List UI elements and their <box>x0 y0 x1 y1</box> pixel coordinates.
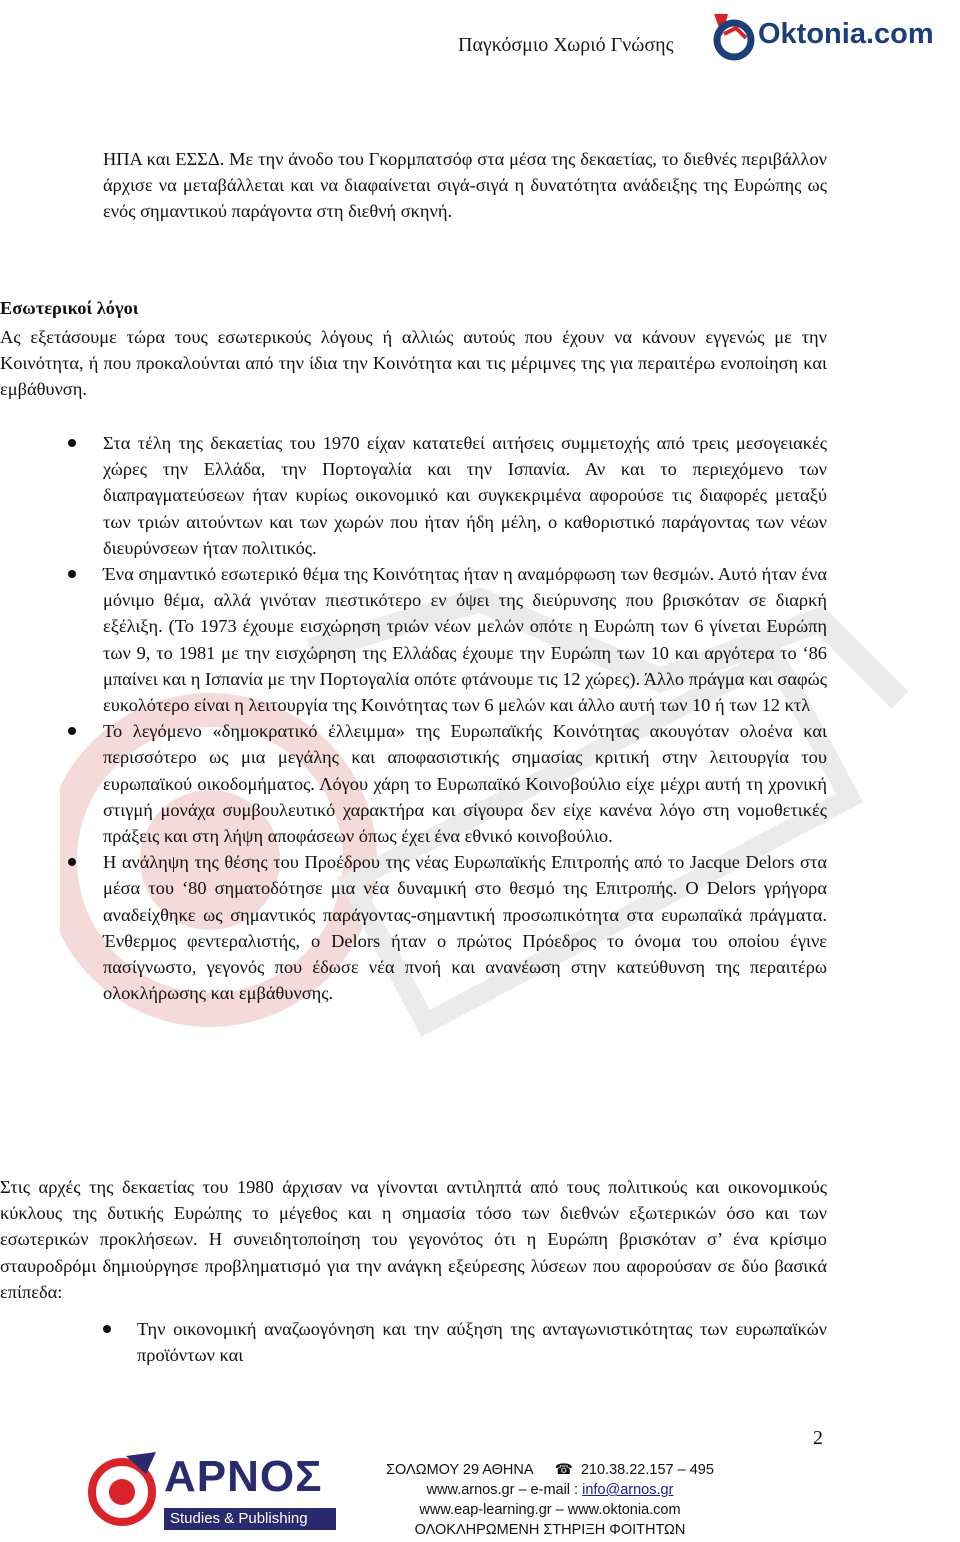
bullet-icon <box>68 570 76 578</box>
address-text: ΣΟΛΩΜΟΥ 29 ΑΘΗΝΑ <box>386 1462 533 1478</box>
paragraph-2: Ας εξετάσουμε τώρα τους εσωτερικούς λόγους ή αλλιώς αυτούς που έχουν να κάνουν εγγενώς με την Κοινότητα, ή που προκαλούνται από την ίδια την Κοινότητα και τις μέριμνες της για περαιτέρω ενοποίηση και εμβάθυνση. <box>0 327 827 400</box>
phone-icon: ☎ <box>554 1462 573 1478</box>
oktonia-brand-text: Oktonia.com <box>758 18 934 50</box>
site-arnos-link[interactable]: www.arnos.gr <box>426 1482 515 1498</box>
list-item-text: Η ανάληψη της θέσης του Προέδρου της νέας Ευρωπαϊκής Επιτροπής από το Jacque Delors στα μέσα του ‘80 σηματοδότησε μια νέα δυναμική στο θεσμό της Επιτροπής. Ο Delors γρήγορα αναδείχθηκε ως σημαντικός παράγοντας-σημαντική προσωπικότητα στα ευρωπαϊκά πράγματα. Ένθερμος φεντεραλιστής, ο Delors ήταν ο πρώτος Πρόεδρος το όνομα του οποίου έγινε πασίγνωστο, γεγονός που έδωσε νέα πνοή και ανανέωση στην κατεύθυνση της περαιτέρω ολοκλήρωσης και εμβάθυνσης. <box>103 852 827 1004</box>
bullet-icon <box>68 858 76 866</box>
arnos-logo-name: ΑΡΝΟΣ <box>164 1452 323 1501</box>
list-item <box>0 561 827 718</box>
arnos-logo-subtitle: Studies & Publishing <box>164 1508 336 1530</box>
bullet-list-internal-reasons <box>0 430 827 1006</box>
list-item <box>0 849 827 1006</box>
list-item <box>0 430 827 561</box>
site-eap-link[interactable]: www.eap-learning.gr <box>419 1502 552 1518</box>
paragraph-1: ΗΠΑ και ΕΣΣΔ. Με την άνοδο του Γκορμπατσόφ στα μέσα της δεκαετίας, το διεθνές περιβάλλον άρχισε να μεταβάλλεται και να διαφαίνεται σιγά-σιγά η δυνατότητα ανάδειξης της Ευρώπης ως ενός σημαντικού παράγοντα στη διεθνή σκηνή. <box>103 149 827 222</box>
bullet-list-levels <box>0 1316 827 1368</box>
list-item-text: Το λεγόμενο «δημοκρατικό έλλειμμα» της Ευρωπαϊκής Κοινότητας ακουγόταν ολοένα και περισσότερο ως μια μεγάλης και αποφασιστικής σημασίας κριτική στην λειτουργία του ευρωπαϊκού οικοδομήματος. Λόγου χάρη το Ευρωπαϊκό Κοινοβούλιο είχε μέχρι αυτή τη χρονική στιγμή μονάχα συμβουλευτικό χαρακτήρα και σίγουρα δεν είχε κανένα λόγο στη νομοθετικές πράξεις και στη λήψη αποφάσεων όπως έχει ένα εθνικό κοινοβούλιο. <box>103 721 827 847</box>
contact-line-2: www.arnos.gr – e-mail : info@arnos.gr <box>426 1482 674 1498</box>
list-item <box>0 1316 827 1368</box>
arnos-logo <box>86 1448 338 1534</box>
email-link[interactable]: info@arnos.gr <box>582 1482 674 1498</box>
list-item-text: Ένα σημαντικό εσωτερικό θέμα της Κοινότητας ήταν η αναμόρφωση των θεσμών. Αυτό ήταν ένα μόνιμο θέμα, αλλά γινόταν πιεστικότερο εν όψει της διεύρυνσης που βρισκόταν σε διαρκή εξέλιξη. (Το 1973 έχουμε εισχώρηση τριών νέων μελών οπότε η Ευρώπη των 6 γίνεται Ευρώπη των 9, το 1981 με την εισχώρηση της Ελλάδας έχουμε την Ευρώπη των 10 και αργότερα το ‘86 μπαίνει και η Ισπανία με την Πορτογαλία οπότε φτάνουμε τις 12 χώρες). Άλλο πράγμα και σαφώς ευκολότερο είναι η λειτουργία της Κοινότητας των 6 μελών και άλλο αυτή των 10 ή των 12 κτλ <box>103 564 827 716</box>
site-oktonia-link[interactable]: www.oktonia.com <box>567 1502 681 1518</box>
email-label: e-mail : <box>530 1482 579 1498</box>
contact-block <box>380 1460 720 1540</box>
arnos-emblem-icon <box>86 1448 162 1532</box>
list-item-text: Στα τέλη της δεκαετίας του 1970 είχαν κατατεθεί αιτήσεις συμμετοχής από τρεις μεσογειακές χώρες την Ελλάδα, την Πορτογαλία και την Ισπανία. Αν και το περιεχόμενο των διαπραγματεύσεων ήταν κυρίως οικονομικό και συγκεκριμένα αφορούσε τις διαφορές μεταξύ των τριών αιτούντων και των χωρών που ήταν ήδη μέλη, ο καθοριστικό παράγοντας των νέων διευρύνσεων ήταν πολιτικός. <box>103 433 827 558</box>
bullet-icon <box>68 439 76 447</box>
phone-text: 210.38.22.157 – 495 <box>580 1462 714 1478</box>
list-item-text: Την οικονομική αναζωογόνηση και την αύξηση της ανταγωνιστικότητας των ευρωπαϊκών προϊόντων και <box>137 1319 827 1366</box>
contact-line-3: www.eap-learning.gr – www.oktonia.com <box>419 1502 681 1518</box>
paragraph-3: Στις αρχές της δεκαετίας του 1980 άρχισαν να γίνονται αντιληπτά από τους πολιτικούς και οικονομικούς κύκλους της δυτικής Ευρώπης το μέγεθος και η σημασία τόσο των διεθνών εξωτερικών όσο και των εσωτερικών προκλήσεων. Η συνειδητοποίηση του γεγονότος ότι η Ευρώπη βρισκόταν σ’ ένα κρίσιμο σταυροδρόμι δημιούργησε προβληματισμό για την ανάγκη εξεύρεσης λύσεων που αφορούσαν σε δύο βασικά επίπεδα: <box>0 1177 827 1302</box>
list-item <box>0 718 827 849</box>
header-title: Παγκόσμιο Χωριό Γνώσης <box>458 34 674 56</box>
page-number: 2 <box>813 1427 823 1449</box>
oktonia-logo[interactable] <box>706 8 956 62</box>
contact-line-1 <box>380 1460 720 1480</box>
oktonia-globe-icon <box>706 8 760 62</box>
section-heading: Εσωτερικοί λόγοι <box>0 298 139 318</box>
bullet-icon <box>68 727 76 735</box>
support-text: ΟΛΟΚΛΗΡΩΜΕΝΗ ΣΤΗΡΙΞΗ ΦΟΙΤΗΤΩΝ <box>414 1522 686 1538</box>
bullet-icon <box>103 1325 111 1333</box>
